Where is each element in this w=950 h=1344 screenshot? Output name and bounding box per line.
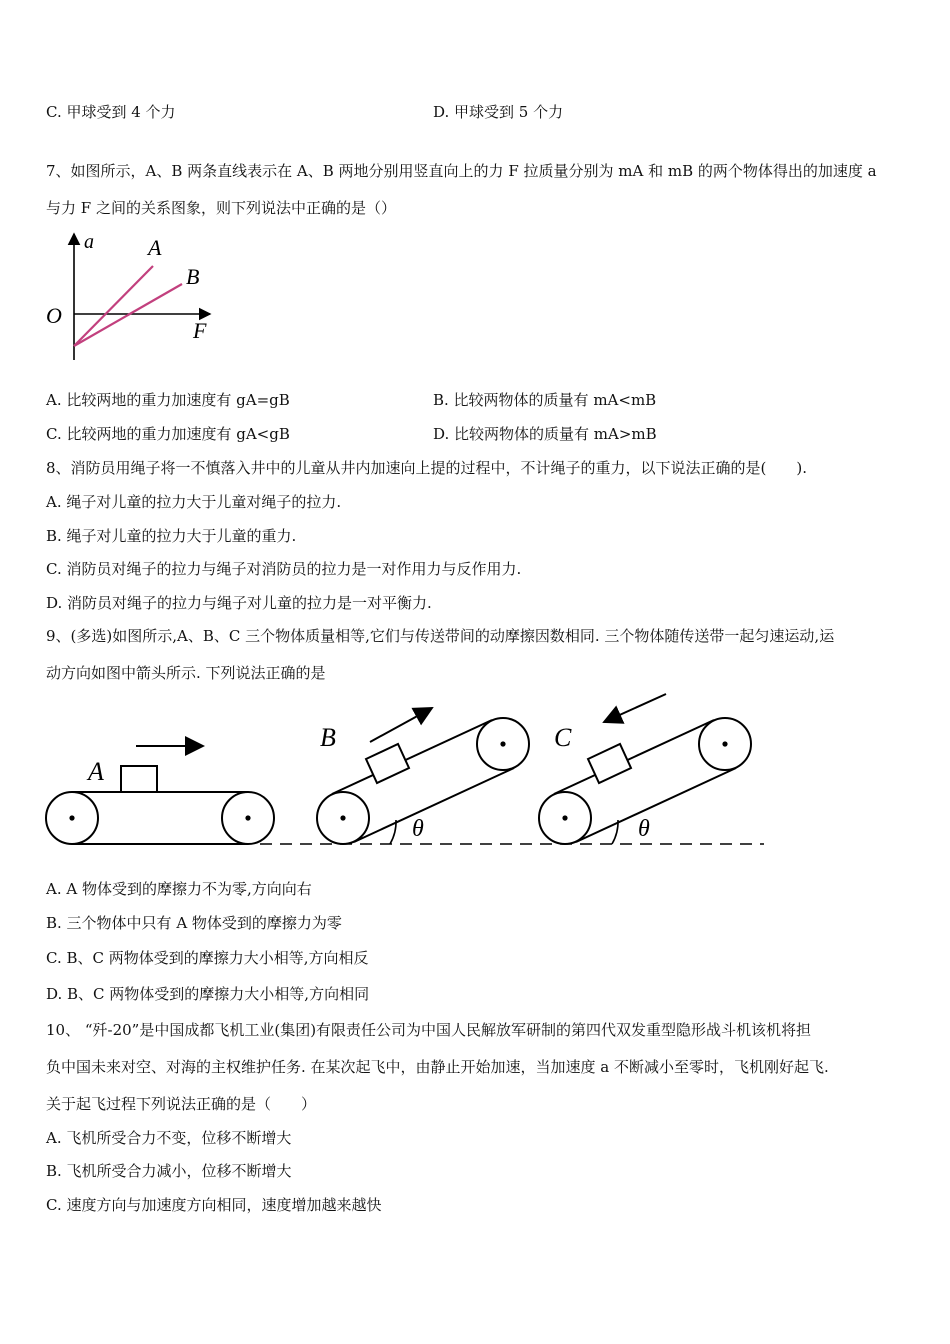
line-a: [74, 266, 153, 346]
q7-a-f-graph: [40, 228, 230, 368]
q7-stem-line-2: 与力 F 之间的关系图象，则下列说法中正确的是（）: [46, 199, 396, 217]
conveyor-a: [46, 746, 274, 844]
q9-option-b: B. 三个物体中只有 A 物体受到的摩擦力为零: [46, 914, 342, 932]
arrow-b: [370, 708, 432, 742]
label-a: A: [88, 757, 104, 786]
q9-option-c: C. B、C 两物体受到的摩擦力大小相等,方向相反: [46, 949, 369, 967]
q9-option-d: D. B、C 两物体受到的摩擦力大小相等,方向相同: [46, 985, 370, 1003]
q6-option-c: C. 甲球受到 4 个力: [46, 103, 176, 121]
block-a: [121, 766, 157, 792]
q10-option-c: C. 速度方向与加速度方向相同，速度增加越来越快: [46, 1196, 382, 1214]
q10-stem-line-1: 10、 “歼-20”是中国成都飞机工业(集团)有限责任公司为中国人民解放军研制的第四代双发重型隐形战斗机该机将担: [46, 1021, 812, 1039]
line-b: [74, 284, 182, 346]
q10-option-a: A. 飞机所受合力不变，位移不断增大: [46, 1129, 292, 1147]
q9-stem-line-2: 动方向如图中箭头所示. 下列说法正确的是: [46, 664, 326, 682]
line-label-b: B: [186, 264, 200, 289]
q9-option-a: A. A 物体受到的摩擦力不为零,方向向右: [46, 880, 312, 898]
q8-option-b: B. 绳子对儿童的拉力大于儿童的重力.: [46, 527, 297, 545]
q7-option-b: B. 比较两物体的质量有 mA<mB: [433, 391, 657, 409]
origin-label: O: [46, 303, 62, 328]
arrow-c: [604, 694, 666, 722]
q7-stem-line-1: 7、如图所示，A、B 两条直线表示在 A、B 两地分别用竖直向上的力 F 拉质量分别为 mA 和 mB 的两个物体得出的加速度 a: [46, 162, 877, 180]
label-b: B: [320, 723, 336, 752]
theta-b: θ: [412, 816, 424, 842]
block-b: [366, 744, 409, 783]
q9-conveyor-figure: [40, 688, 770, 858]
line-label-a: A: [148, 235, 162, 260]
q6-option-d: D. 甲球受到 5 个力: [433, 103, 564, 121]
q10-option-b: B. 飞机所受合力减小，位移不断增大: [46, 1162, 292, 1180]
q8-option-a: A. 绳子对儿童的拉力大于儿童对绳子的拉力.: [46, 493, 342, 511]
q8-option-c: C. 消防员对绳子的拉力与绳子对消防员的拉力是一对作用力与反作用力.: [46, 560, 522, 578]
axis-label-a: a: [84, 231, 94, 253]
q7-option-d: D. 比较两物体的质量有 mA>mB: [433, 425, 657, 443]
q7-option-c: C. 比较两地的重力加速度有 gA<gB: [46, 425, 290, 443]
conveyor-b: [317, 708, 529, 844]
q7-option-a: A. 比较两地的重力加速度有 gA=gB: [46, 391, 290, 409]
q9-stem-line-1: 9、(多选)如图所示,A、B、C 三个物体质量相等,它们与传送带间的动摩擦因数相同. 三个物体随传送带一起匀速运动,运: [46, 627, 835, 645]
q10-stem-line-3: 关于起飞过程下列说法正确的是（ ）: [46, 1095, 317, 1113]
q8-stem: 8、消防员用绳子将一不慎落入井中的儿童从井内加速向上提的过程中，不计绳子的重力，以下说法正确的是( ).: [46, 459, 808, 477]
axis-label-f: F: [193, 318, 207, 343]
block-c: [588, 744, 631, 783]
label-c: C: [554, 723, 572, 752]
q8-option-d: D. 消防员对绳子的拉力与绳子对儿童的拉力是一对平衡力.: [46, 594, 432, 612]
q10-stem-line-2: 负中国未来对空、对海的主权维护任务. 在某次起飞中，由静止开始加速，当加速度 a 不断减小至零时，飞机刚好起飞.: [46, 1058, 829, 1076]
conveyor-c: [539, 694, 751, 844]
theta-c: θ: [638, 816, 650, 842]
